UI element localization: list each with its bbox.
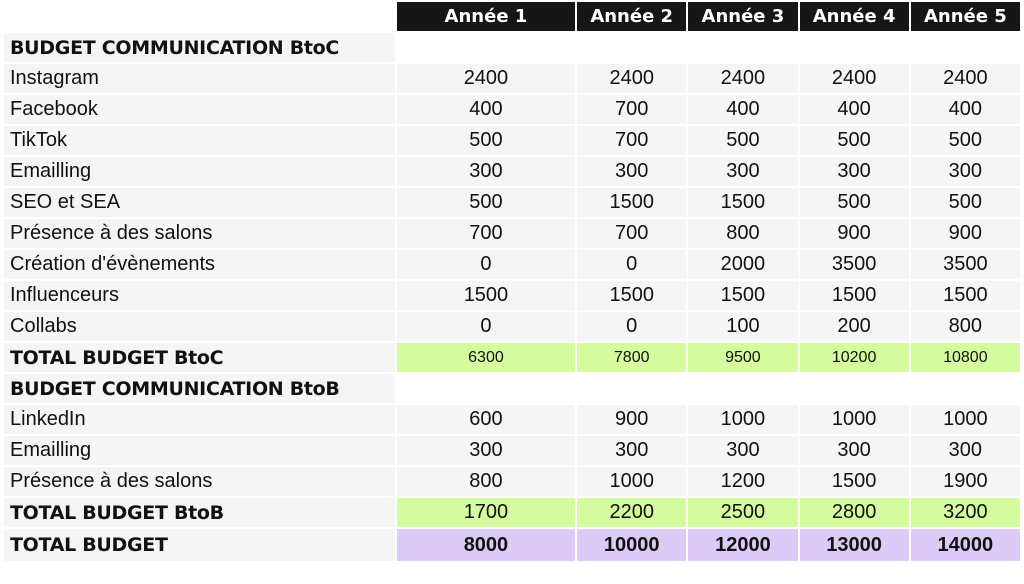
value-cell: 1000: [800, 405, 909, 434]
header-year-5: Année 5: [911, 2, 1020, 31]
value-cell: 100: [688, 312, 797, 341]
empty-cell: [911, 33, 1020, 62]
value-cell: 300: [800, 157, 909, 186]
table-row: [4, 312, 1020, 341]
total-cell: 14000: [911, 529, 1020, 561]
value-cell: 300: [800, 436, 909, 465]
row-label: Instagram: [4, 64, 395, 93]
row-label: Présence à des salons: [4, 467, 395, 496]
total-cell: 13000: [800, 529, 909, 561]
row-label: TOTAL BUDGET BtoC: [4, 343, 395, 372]
section-btob: [4, 374, 1020, 403]
value-cell: 300: [688, 157, 797, 186]
row-label: Influenceurs: [4, 281, 395, 310]
table-row: [4, 126, 1020, 155]
table-row: [4, 95, 1020, 124]
value-cell: 0: [577, 312, 686, 341]
value-cell: 900: [577, 405, 686, 434]
value-cell: 400: [688, 95, 797, 124]
value-cell: 200: [800, 312, 909, 341]
row-label: Emailling: [4, 157, 395, 186]
row-label: Emailling: [4, 436, 395, 465]
row-label: Présence à des salons: [4, 219, 395, 248]
total-cell: 9500: [688, 343, 797, 372]
value-cell: 2400: [911, 64, 1020, 93]
table-row: [4, 250, 1020, 279]
value-cell: 300: [397, 157, 575, 186]
total-btob-row: [4, 498, 1020, 527]
value-cell: 400: [397, 95, 575, 124]
table-row: [4, 281, 1020, 310]
value-cell: 800: [688, 219, 797, 248]
empty-cell: [577, 374, 686, 403]
value-cell: 300: [577, 436, 686, 465]
value-cell: 1000: [911, 405, 1020, 434]
value-cell: 500: [911, 188, 1020, 217]
value-cell: 400: [800, 95, 909, 124]
section-title: BUDGET COMMUNICATION BtoB: [4, 374, 395, 403]
total-cell: 12000: [688, 529, 797, 561]
value-cell: 1500: [911, 281, 1020, 310]
value-cell: 500: [397, 126, 575, 155]
value-cell: 1000: [688, 405, 797, 434]
empty-cell: [911, 374, 1020, 403]
budget-table: [2, 0, 1022, 563]
value-cell: 0: [397, 250, 575, 279]
table-row: [4, 64, 1020, 93]
total-btoc-row: [4, 343, 1020, 372]
value-cell: 0: [577, 250, 686, 279]
value-cell: 500: [800, 126, 909, 155]
value-cell: 2400: [688, 64, 797, 93]
header-year-1: Année 1: [397, 2, 575, 31]
total-cell: 10000: [577, 529, 686, 561]
value-cell: 800: [397, 467, 575, 496]
btoc-rows: [4, 64, 1020, 341]
total-cell: 10800: [911, 343, 1020, 372]
empty-cell: [688, 33, 797, 62]
row-label: TikTok: [4, 126, 395, 155]
value-cell: 900: [911, 219, 1020, 248]
header-row: [4, 2, 1020, 31]
total-cell: 1700: [397, 498, 575, 527]
btob-rows: [4, 405, 1020, 496]
value-cell: 1500: [800, 467, 909, 496]
total-cell: 3200: [911, 498, 1020, 527]
table-row: [4, 405, 1020, 434]
value-cell: 600: [397, 405, 575, 434]
value-cell: 500: [688, 126, 797, 155]
empty-cell: [688, 374, 797, 403]
row-label: TOTAL BUDGET: [4, 529, 395, 561]
table-row: [4, 436, 1020, 465]
value-cell: 300: [397, 436, 575, 465]
row-label: Création d'évènements: [4, 250, 395, 279]
section-title: BUDGET COMMUNICATION BtoC: [4, 33, 395, 62]
total-cell: 2200: [577, 498, 686, 527]
value-cell: 900: [800, 219, 909, 248]
value-cell: 1900: [911, 467, 1020, 496]
row-label: Facebook: [4, 95, 395, 124]
table-row: [4, 157, 1020, 186]
row-label: LinkedIn: [4, 405, 395, 434]
value-cell: 1200: [688, 467, 797, 496]
value-cell: 500: [397, 188, 575, 217]
value-cell: 2400: [577, 64, 686, 93]
table-row: [4, 467, 1020, 496]
value-cell: 2400: [397, 64, 575, 93]
value-cell: 2000: [688, 250, 797, 279]
value-cell: 700: [577, 126, 686, 155]
empty-cell: [800, 33, 909, 62]
value-cell: 2400: [800, 64, 909, 93]
value-cell: 1500: [577, 281, 686, 310]
row-label: SEO et SEA: [4, 188, 395, 217]
value-cell: 1500: [688, 188, 797, 217]
header-corner: [4, 2, 395, 31]
value-cell: 500: [800, 188, 909, 217]
empty-cell: [397, 374, 575, 403]
value-cell: 400: [911, 95, 1020, 124]
table-row: [4, 219, 1020, 248]
value-cell: 700: [397, 219, 575, 248]
row-label: TOTAL BUDGET BtoB: [4, 498, 395, 527]
total-cell: 2500: [688, 498, 797, 527]
header-year-4: Année 4: [800, 2, 909, 31]
table-row: [4, 188, 1020, 217]
header-year-2: Année 2: [577, 2, 686, 31]
empty-cell: [397, 33, 575, 62]
value-cell: 3500: [911, 250, 1020, 279]
header-year-3: Année 3: [688, 2, 797, 31]
total-cell: 8000: [397, 529, 575, 561]
row-label: Collabs: [4, 312, 395, 341]
value-cell: 700: [577, 219, 686, 248]
value-cell: 800: [911, 312, 1020, 341]
value-cell: 1500: [800, 281, 909, 310]
total-cell: 10200: [800, 343, 909, 372]
value-cell: 3500: [800, 250, 909, 279]
value-cell: 0: [397, 312, 575, 341]
section-btoc: [4, 33, 1020, 62]
value-cell: 1500: [397, 281, 575, 310]
value-cell: 700: [577, 95, 686, 124]
value-cell: 1500: [577, 188, 686, 217]
value-cell: 300: [577, 157, 686, 186]
value-cell: 300: [688, 436, 797, 465]
grand-total-row: [4, 529, 1020, 561]
value-cell: 1000: [577, 467, 686, 496]
value-cell: 1500: [688, 281, 797, 310]
empty-cell: [577, 33, 686, 62]
total-cell: 7800: [577, 343, 686, 372]
value-cell: 300: [911, 436, 1020, 465]
total-cell: 2800: [800, 498, 909, 527]
value-cell: 500: [911, 126, 1020, 155]
total-cell: 6300: [397, 343, 575, 372]
value-cell: 300: [911, 157, 1020, 186]
empty-cell: [800, 374, 909, 403]
